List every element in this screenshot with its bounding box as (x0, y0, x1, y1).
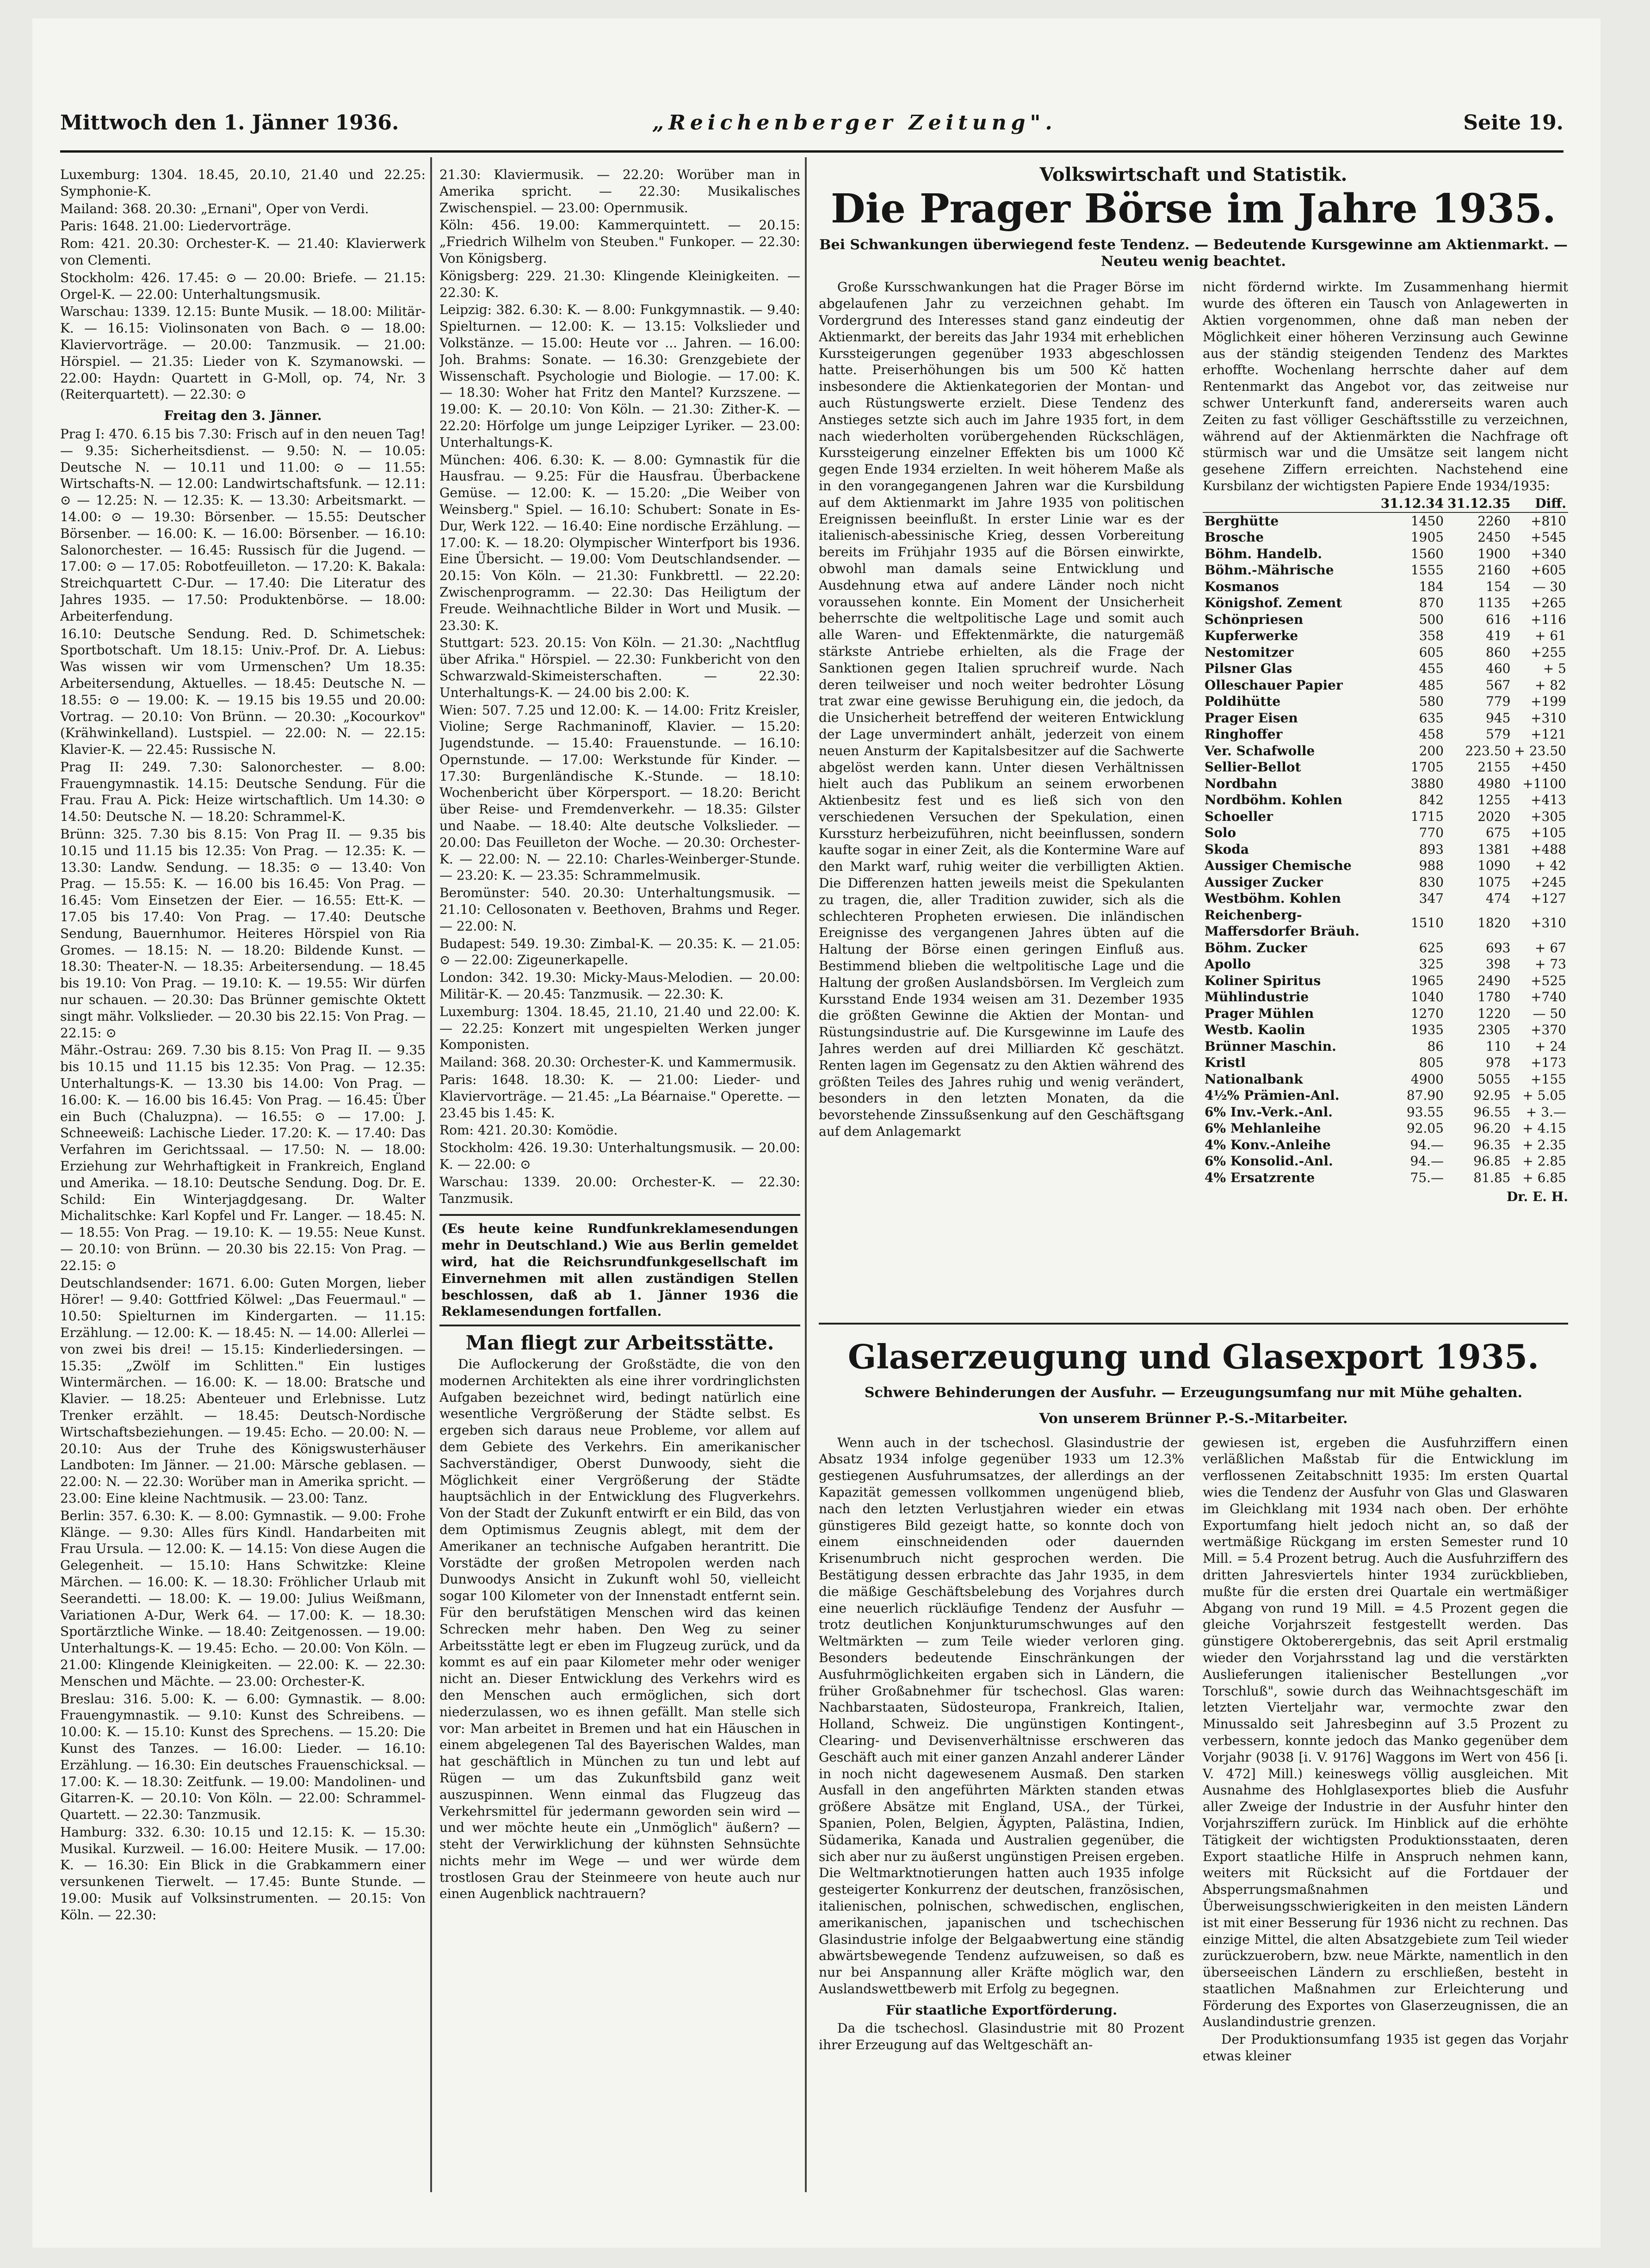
kurs-cell-value: 2160 (1477, 562, 1511, 578)
kurs-cell-value: 1820 (1477, 915, 1511, 931)
kurs-cell-name: Apollo (1205, 956, 1251, 972)
kurs-cell-value: +255 (1531, 644, 1566, 660)
radio-entry: 16.10: Deutsche Sendung. Red. D. Schimetschek: Sportbotschaft. Um 18.15: Univ.-Prof. Dr. A. Liebus: Was wissen wir vom Urmenschen? Um 18.35: Arbeitersendung, Aktuelles. — 18.45: Deutsche N. — 18.55: ⊙ — 19.00: K. — 19.15 bis 19.55 und 20.00: Vortrag. — 20.10: Von Brünn. — 20.30: „Kocourkov" (Krähwinkelland). Lustspiel. — 22.00: N. — 22.15: Klavier-K. — 22.45: Russische N. (60, 626, 426, 758)
boerse-left-column (819, 279, 1184, 1140)
kurs-cell-value: 325 (1419, 956, 1444, 972)
kurs-cell-name: Skoda (1205, 841, 1249, 857)
kurs-cell-value: + 42 (1535, 858, 1566, 874)
kurs-cell-name: Ver. Schafwolle (1205, 743, 1315, 758)
boerse-section (819, 166, 1568, 1313)
kurs-cell-name: Böhm.-Mährische (1205, 562, 1334, 578)
kurs-cell-value: +1100 (1522, 776, 1566, 791)
kurs-cell-value: + 4.15 (1522, 1121, 1566, 1136)
kurs-cell-value: +155 (1531, 1071, 1566, 1087)
kurs-cell-value: +370 (1531, 1022, 1566, 1038)
kurs-cell-value: + 2.35 (1522, 1137, 1566, 1152)
kurs-cell-value: 860 (1486, 644, 1511, 660)
radio-entry: Stockholm: 426. 17.45: ⊙ — 20.00: Briefe. — 21.15: Orgel-K. — 22.00: Unterhaltungsmusik. (60, 270, 426, 302)
kurs-cell-value: 460 (1486, 661, 1511, 677)
kurs-cell-value: + 61 (1535, 628, 1566, 644)
kurs-cell-value: 485 (1419, 677, 1444, 693)
kurs-cell-value: 2260 (1477, 513, 1511, 529)
radio-entry: Wien: 507. 7.25 und 12.00: K. — 14.00: Fritz Kreisler, Violine; Serge Rachmaninoff, Klavier. — 15.20: Jugendstunde. — 15.40: Frauenstunde. — 16.10: Opernstunde. — 17.00: Werkstunde für Kinder. — 17.30: Burgenländische K.-Stunde. — 18.10: Wochenbericht über Körpersport. — 18.20: Bericht über Reise- und Fremdenverkehr. — 18.35: Gilster und Naabe. — 18.40: Alte deutsche Volkslieder. — 20.00: Das Feuilleton der Woche. — 20.30: Orchester-K. — 22.00: N. — 22.10: Charles-Weinberger-Stunde. — 23.20: K. — 23.35: Schrammelmusik. (439, 702, 800, 883)
kurs-table-row (1203, 1005, 1568, 1022)
kurs-cell-value: 5055 (1477, 1071, 1511, 1087)
kurs-table-row (1203, 1087, 1568, 1104)
radio-entry: Leipzig: 382. 6.30: K. — 8.00: Funkgymnastik. — 9.40: Spielturnen. — 12.00: K. — 13.15: Volkslieder und Volkstänze. — 15.00: Heute vor ... Jahren. — 16.00: Joh. Brahms: Sonate. — 16.30: Grenzgebiete der Wissenschaft. Psychologie und Biologie. — 17.00: K. — 18.30: Woher hat Fritz den Mantel? Kurzszene. — 19.00: K. — 20.10: Von Köln. — 21.30: Zither-K. — 22.20: Hörfolge um junge Leipziger Lyriker. — 23.00: Unterhaltungs-K. (439, 302, 800, 450)
kurs-cell-name: Schönpriesen (1205, 611, 1304, 627)
kurs-table-header (1203, 495, 1568, 512)
kurs-cell-value: 625 (1419, 940, 1444, 955)
header-page-number: Seite 19. (1463, 111, 1563, 135)
radio-entry: Prag I: 470. 6.15 bis 7.30: Frisch auf in den neuen Tag! — 9.35: Sicherheitsdienst. — 9.50: N. — 10.05: Deutsche N. — 10.11 und 11.00: ⊙ — 11.55: Wirtschafts-N. — 12.00: Landwirtschaftsfunk. — 12.11: ⊙ — 12.25: N. — 12.35: K. — 13.30: Arbeitsmarkt. — 14.00: ⊙ — 19.30: Börsenber. — 15.55: Deutscher Börsenber. — 16.00: K. — 16.00: Börsenber. — 16.10: Salonorchester. — 16.45: Russisch für die Jugend. — 17.00: ⊙ — 17.05: Robotfeuilleton. — 17.20: K. Bakala: Streichquartett C-Dur. — 17.40: Die Literatur des Jahres 1935. — 17.50: Produktenbörse. — 18.00: Arbeiterfendung. (60, 426, 426, 624)
radio-entry: Luxemburg: 1304. 18.45, 21.10, 21.40 und 22.00: K. — 22.25: Konzert mit ungespielten Werken junger Komponisten. (439, 1004, 800, 1053)
kurs-cell-value: +810 (1531, 513, 1566, 529)
kurs-cell-value: + 82 (1535, 677, 1566, 693)
kurs-cell-value: +545 (1531, 530, 1566, 545)
kurs-table-row (1203, 693, 1568, 710)
kurs-cell-name: Königshof. Zement (1205, 595, 1342, 611)
kurs-table-row (1203, 611, 1568, 628)
kurs-table-row (1203, 874, 1568, 891)
kurs-table-row (1203, 890, 1568, 907)
column-divider (430, 157, 432, 2192)
kurs-cell-name: Kosmanos (1205, 579, 1279, 594)
kurs-cell-value: + 24 (1535, 1038, 1566, 1054)
section-rule (819, 1323, 1568, 1325)
article-title: Man fliegt zur Arbeitsstätte. (465, 1331, 774, 1355)
kurs-cell-name: Prager Mühlen (1205, 1005, 1314, 1021)
kurs-cell-value: +127 (1531, 891, 1566, 906)
kurs-cell-name: 4% Ersatzrente (1205, 1170, 1315, 1185)
glas-headline: Glaserzeugung und Glasexport 1935. (847, 1337, 1539, 1376)
radio-entry: Rom: 421. 20.30: Orchester-K. — 21.40: Klavierwerk von Clementi. (60, 236, 426, 268)
boerse-headline: Die Prager Börse im Jahre 1935. (831, 185, 1556, 232)
kurs-cell-value: 398 (1486, 956, 1511, 972)
kurs-table-row (1203, 529, 1568, 546)
kurs-cell-value: 1075 (1477, 874, 1511, 890)
kurs-cell-value: 567 (1486, 677, 1511, 693)
kurs-cell-name: Aussiger Chemische (1205, 858, 1352, 874)
kurs-cell-value: 92.05 (1406, 1121, 1444, 1136)
kurs-cell-value: +305 (1531, 808, 1566, 824)
kurs-cell-name: Böhm. Handelb. (1205, 546, 1322, 561)
kurs-cell-value: 94.— (1410, 1153, 1444, 1169)
kurs-cell-value: 870 (1419, 595, 1444, 611)
kurs-table-row (1203, 660, 1568, 677)
kurs-cell-value: 1090 (1477, 858, 1511, 874)
radio-entry: Rom: 421. 20.30: Komödie. (439, 1122, 618, 1138)
kurs-table-row (1203, 956, 1568, 973)
kurs-cell-value: 1715 (1410, 808, 1444, 824)
kurs-cell-value: 616 (1486, 611, 1511, 627)
kurs-cell-value: +245 (1531, 874, 1566, 890)
kurs-cell-value: 2305 (1477, 1022, 1511, 1038)
kurs-table-row (1203, 710, 1568, 727)
kurs-table-row (1203, 743, 1568, 759)
kurs-cell-value: 693 (1486, 940, 1511, 955)
boerse-deck: Bei Schwankungen überwiegend feste Tendenz. — Bedeutende Kursgewinne am Aktienmarkt. — Neuteu wenig beachtet. (819, 236, 1568, 270)
kurs-cell-value: 830 (1419, 874, 1444, 890)
kurs-cell-value: 419 (1486, 628, 1511, 644)
kurs-cell-name: 4% Konv.-Anleihe (1205, 1137, 1331, 1152)
radio-entry: Stockholm: 426. 19.30: Unterhaltungsmusik. — 20.00: K. — 22.00: ⊙ (439, 1140, 800, 1172)
kurs-cell-value: 1135 (1477, 595, 1511, 611)
kurs-cell-value: + 5 (1543, 661, 1566, 677)
section-heading: Volkswirtschaft und Statistik. (1039, 166, 1347, 185)
kurs-cell-value: +105 (1531, 825, 1566, 841)
kurs-cell-value: 154 (1486, 579, 1511, 594)
kurs-cell-value: 1705 (1410, 759, 1444, 775)
radio-entry: Budapest: 549. 19.30: Zimbal-K. — 20.35: K. — 21.05: ⊙ — 22.00: Zigeunerkapelle. (439, 936, 800, 968)
radio-entry: Paris: 1648. 18.30: K. — 21.00: Lieder- und Klaviervorträge. — 21.45: „La Béarnaise." Operette. — 23.45 bis 1.45: K. (439, 1072, 800, 1121)
kurs-table-row (1203, 841, 1568, 858)
kurs-table-row (1203, 907, 1568, 940)
kurs-cell-value: + 3.— (1526, 1104, 1566, 1120)
kurs-cell-value: 200 (1419, 743, 1444, 758)
radio-column-1 (60, 166, 426, 2211)
kurs-cell-name: Schoeller (1205, 808, 1273, 824)
kurs-cell-name: Pilsner Glas (1205, 661, 1292, 677)
glas-body-continued: gewiesen ist, ergeben die Ausfuhrziffern einen verläßlichen Maßstab für die Entwicklung im verflossenen Zeitabschnitt 1935: Im ersten Quartal wies die Tendenz der Ausfuhr von Glas und Glaswaren im Gleichklang mit 1934 nach oben. Der erhöhte Exportumfang hielt jedoch nicht an, so daß der wertmäßige Rückgang im ersten Semester rund 10 Mill. = 5.4 Prozent betrug. Auch die Ausfuhrziffern des dritten Jahresviertels hinter 1934 zurückblieben, mußte für die ersten drei Quartale ein wertmäßiger Abgang von rund 19 Mill. = 4.5 Prozent gegen die gleiche Vorjahrszeit festgestellt werden. Das günstigere Oktoberergebnis, das seit April erstmalig wieder den Vorjahrsstand lag und die verstärkten Auslieferungen italienischer Bestellungen „vor Torschluß", sowie durch das Weihnachtsgeschäft im letzten Vierteljahr war, vermochte zwar den Minussaldo seit Jahresbeginn auf 3.5 Prozent zu verbessern, konnte jedoch das Manko gegenüber dem Vorjahr (9038 [i. V. 9176] Waggons im Wert von 456 [i. V. 472] Mill.) keineswegs völlig ausgleichen. Mit Ausnahme des Hohlglasexportes blieb die Ausfuhr aller Zweige der Industrie in der Ausfuhr hinter den Vorjahrsziffern zurück. Im Hinblick auf die erhöhte Tätigkeit der wichtigsten Produktionsstaaten, deren Export staatliche Hilfe in Anspruch nehmen kann, weiters mit Rücksicht auf die Fortdauer der Absperrungsmaßnahmen und Überweisungsschwierigkeiten in den meisten Ländern ist mit einer Besserung für 1936 nicht zu rechnen. Das einzige Mittel, die alten Absatzgebiete zum Teil wieder zurückzuerobern, bzw. neue Märkte, namentlich in den überseeischen Ländern zu erschließen, besteht in staatlichen Maßnahmen zur Erleichterung und Förderung des Exportes von Glaserzeugnissen, die an Auslandindustrie grenzen. (1203, 1435, 1568, 2030)
kurs-cell-value: 635 (1419, 710, 1444, 726)
kurs-cell-value: +173 (1531, 1055, 1566, 1071)
kurs-table-row (1203, 1120, 1568, 1137)
kurs-cell-value: 96.35 (1473, 1137, 1511, 1152)
kurs-cell-value: 458 (1419, 727, 1444, 742)
radio-entry: Prag II: 249. 7.30: Salonorchester. — 8.00: Frauengymnastik. 14.15: Deutsche Sendung. Für die Frau. Frau A. Pick: Heize wirtschaftlich. Um 14.30: ⊙ 14.50: Deutsche N. — 18.20: Schrammel-K. (60, 759, 426, 825)
boerse-signature: Dr. E. H. (1507, 1189, 1568, 1205)
column-divider (805, 157, 807, 2192)
header-paper-title: „Reichenberger Zeitung". (652, 111, 1057, 135)
kurs-table-row (1203, 1038, 1568, 1055)
kurs-cell-value: + 23.50 (1514, 743, 1566, 758)
kurs-cell-value: 4900 (1410, 1071, 1444, 1087)
kurs-cell-value: 1905 (1410, 530, 1444, 545)
kurs-cell-name: Nordböhm. Kohlen (1205, 792, 1342, 808)
kurs-table-row (1203, 677, 1568, 694)
kurs-cell-name: Ringhoffer (1205, 727, 1283, 742)
kurs-cell-value: +116 (1531, 611, 1566, 627)
kurs-cell-value: 96.55 (1473, 1104, 1511, 1120)
radio-entry: 21.30: Klaviermusik. — 22.20: Worüber man in Amerika spricht. — 22.30: Musikalisches Zwischenspiel. — 23.00: Opernmusik. (439, 167, 800, 216)
kurs-cell-value: 893 (1419, 841, 1444, 857)
kurs-cell-value: 86 (1427, 1038, 1444, 1054)
kurs-cell-value: 4980 (1477, 776, 1511, 791)
kurs-cell-name: Sellier-Bellot (1205, 759, 1301, 775)
glas-deck: Schwere Behinderungen der Ausfuhr. — Erzeugungsumfang nur mit Mühe gehalten. (864, 1385, 1523, 1401)
kurs-table-row (1203, 546, 1568, 562)
radio-entry: Luxemburg: 1304. 18.45, 20.10, 21.40 und 22.25: Symphonie-K. (60, 167, 426, 199)
kurs-cell-value: +488 (1531, 841, 1566, 857)
kurs-cell-name: Koliner Spiritus (1205, 973, 1321, 988)
kurs-cell-value: 1220 (1477, 1005, 1511, 1021)
kurs-cell-value: 988 (1419, 858, 1444, 874)
kurs-cell-value: 1450 (1410, 513, 1444, 529)
radio-entry: Warschau: 1339. 12.15: Bunte Musik. — 18.00: Militär-K. — 16.15: Violinsonaten von Bach. ⊙ — 18.00: Klaviervorträge. — 20.00: Tanzmusik. — 21.00: Hörspiel. — 21.35: Lieder von K. Szymanowski. — 22.00: Haydn: Quartett in G-Moll, op. 74, Nr. 3 (Reiterquartett). — 22.30: ⊙ (60, 304, 426, 402)
kurs-table-row (1203, 1054, 1568, 1071)
kurs-cell-value: 1560 (1410, 546, 1444, 561)
kurs-cell-name: Kristl (1205, 1055, 1246, 1071)
kurs-cell-value: +265 (1531, 595, 1566, 611)
kurs-table-row (1203, 512, 1568, 530)
kurs-cell-value: 184 (1419, 579, 1444, 594)
kurs-cell-value: 455 (1419, 661, 1444, 677)
newspaper-page (32, 18, 1601, 2248)
kurs-col-header (1203, 495, 1379, 512)
kurs-cell-value: 223.50 (1465, 743, 1511, 758)
kurs-cell-name: Brünner Maschin. (1205, 1038, 1336, 1054)
kurs-cell-value: 75.— (1410, 1170, 1444, 1185)
radio-entry: München: 406. 6.30: K. — 8.00: Gymnastik für die Hausfrau. — 9.25: Für die Hausfrau. Überbackene Gemüse. — 12.00: K. — 15.20: „Die Weiber von Weinsberg." Spiel. — 16.10: Schubert: Sonate in Es-Dur, Werk 122. — 16.40: Eine nordische Erzählung. — 17.00: K. — 18.20: Olympischer Winterfport bis 1936. Eine Übersicht. — 19.00: Vom Deutschlandsender. — 20.15: Von Köln. — 21.30: Funkbrettl. — 22.20: Zwischenprogramm. — 22.30: Das Heiligtum der Freude. Weihnachtliche Bilder in Wort und Musik. — 23.30: K. (439, 452, 800, 633)
header-date: Mittwoch den 1. Jänner 1936. (60, 111, 399, 135)
boerse-body-continued: nicht fördernd wirkte. Im Zusammenhang hiermit wurde des öfteren ein Tausch von Anlagewerten in Aktien vorgenommen, ohne daß man neben der Möglichkeit einer höheren Verzinsung auch Gewinne aus der ständig steigenden Tendenz des Marktes erhoffte. Wochenlang herrschte daher auf dem Rentenmarkt das Angebot vor, das zeitweise nur schwer Unterkunft fand, andererseits waren auch Zeiten zu fast völliger Geschäftsstille zu verzeichnen, während auf der Aktienmärkten die Nachfrage oft stürmisch war und die Umsätze seit langem nicht gesehene Ziffern erreichten. Nachstehend eine Kursbilanz der wichtigsten Papiere Ende 1934/1935: (1203, 279, 1568, 493)
kurs-cell-name: Westböhm. Kohlen (1205, 891, 1341, 906)
kurs-table-row (1203, 595, 1568, 611)
kurs-cell-name: Prager Eisen (1205, 710, 1298, 726)
kurs-cell-name: Mühlindustrie (1205, 989, 1309, 1005)
glas-subheading: Für staatliche Exportförderung. (885, 2002, 1118, 2018)
kurs-cell-value: 978 (1486, 1055, 1511, 1071)
kurs-cell-value: — 30 (1533, 579, 1566, 594)
kurs-cell-name: Böhm. Zucker (1205, 940, 1307, 955)
kurs-cell-value: 1935 (1410, 1022, 1444, 1038)
radio-entry: Königsberg: 229. 21.30: Klingende Kleinigkeiten. — 22.30: K. (439, 268, 800, 300)
kurs-cell-value: 2020 (1477, 808, 1511, 824)
kurs-table-row (1203, 1153, 1568, 1170)
kurs-cell-name: Westb. Kaolin (1205, 1022, 1305, 1038)
kurs-cell-value: 96.20 (1473, 1121, 1511, 1136)
radio-entry: Mailand: 368. 20.30: „Ernani", Oper von Verdi. (60, 201, 369, 216)
kurs-cell-value: 579 (1486, 727, 1511, 742)
kurs-cell-value: +450 (1531, 759, 1566, 775)
kurs-cell-value: 110 (1486, 1038, 1511, 1054)
kurs-table-row (1203, 940, 1568, 956)
glas-body: Wenn auch in der tschechosl. Glasindustrie der Absatz 1934 infolge gegenüber 1933 um 12.3% gestiegenen Ausfuhrumsatzes, der allerdings an der Kapazität gemessen vollkommen ungenügend blieb, nach den letzten Verlustjahren wieder ein etwas günstigeres Bild gezeigt hatte, so konnte doch von einem einschneidenden oder dauernden Krisenumbruch nicht gesprochen werden. Die Bestätigung dessen erbrachte das Jahr 1935, in dem die mäßige Geschäftsbelebung des Vorjahres durch eine neuerlich rückläufige Tendenz der Ausfuhr — trotz deutlichen Konjunkturumschwunges auf den Weltmärkten — zum Teile wieder verloren ging. Besonders bedeutende Einschränkungen der Ausfuhrmöglichkeiten ergaben sich in Ländern, die früher Großabnehmer für tschechosl. Glas waren: Nachbarstaaten, Südosteuropa, Frankreich, Italien, Holland, Schweiz. Die ungünstigen Kontingent-, Clearing- und Devisenverhältnisse erschweren das Geschäft auch mit einer ganzen Anzahl anderer Länder in noch nicht dagewesenem Ausmaß. Den starken Ausfall in den angeführten Märkten standen etwas größere Absätze mit England, USA., der Türkei, Spanien, Polen, Belgien, Ägypten, Palästina, Indien, Südamerika, Kanada und Australien gegenüber, die sich aber nur zu äußerst ungünstigen Preisen ergeben. Die Weltmarktnotierungen hatten auch 1935 infolge gesteigerter Konkurrenz der deutschen, französischen, italienischen, polnischen, schwedischen, englischen, amerikanischen, japanischen und tschechischen Glasindustrie infolge der Belgaabwertung eine ständig abwärtsbewegende Tendenz aufzuweisen, so daß es nur bei Anspannung aller Kräfte möglich war, den Auslandswettbewerb mit Erfolg zu begegnen. (819, 1435, 1184, 1997)
kurs-cell-value: + 6.85 (1522, 1170, 1566, 1185)
kurs-cell-value: +310 (1531, 710, 1566, 726)
kurs-cell-value: 1780 (1477, 989, 1511, 1005)
radio-entry: Deutschlandsender: 1671. 6.00: Guten Morgen, lieber Hörer! — 9.40: Gottfried Kölwel: „Das Feuermaul." — 10.50: Spielturnen im Kindergarten. — 11.15: Erzählung. — 12.00: K. — 18.45: N. — 14.00: Allerlei — von zwei bis drei! — 15.15: Kinderliedersingen. — 15.35: „Zwölf im Schlitten." Ein lustiges Wintermärchen. — 16.00: K. — 18.00: Bratsche und Klavier. — 18.25: Abenteuer und Erlebnisse. Lutz Trenker erzählt. — 18.45: Deutsch-Nordische Wirtschaftsbeziehungen. — 19.45: Echo. — 20.00: N. — 20.10: Aus der Truhe des Königswusterhäuser Landboten: Im Jänner. — 21.00: Märsche geblasen. — 22.00: N. — 22.30: Worüber man in Amerika spricht. — 23.00: Eine kleine Nachtmusik. — 23.00: Tanz. (60, 1275, 426, 1506)
kurs-cell-value: 358 (1419, 628, 1444, 644)
kurs-table-row (1203, 1170, 1568, 1186)
kurs-cell-value: 580 (1419, 694, 1444, 709)
radio-entry: Mähr.-Ostrau: 269. 7.30 bis 8.15: Von Prag II. — 9.35 bis 10.15 und 11.15 bis 12.35: Von Prag. — 12.35: Unterhaltungs-K. — 13.30 bis 14.00: Von Prag. — 16.00: K. — 16.00 bis 16.45: Von Prag. — 16.45: Über ein Buch (Chaluzpna). — 16.55: ⊙ — 17.00: J. Schneeweiß: Lachische Lieder. 17.20: K. — 17.40: Das Verfahren im Gerichtssaal. — 17.50: N. — 18.00: Erziehung zur Wehrhaftigkeit in Frankreich, England und Amerika. — 18.10: Deutsche Sendung. Dog. Dr. E. Schild: Ein Winterjagdgesang. Dr. Walter Michalitschke: Karl Kopfel und Fr. Langer. — 18.45: N. — 18.55: Von Prag. — 19.10: K. — 19.55: Neue Kunst. — 20.10: von Brünn. — 20.30 bis 22.15: Von Prag. — 22.15: ⊙ (60, 1042, 426, 1273)
kurs-cell-value: 94.— (1410, 1137, 1444, 1152)
glas-body-end: Da die tschechosl. Glasindustrie mit 80 Prozent ihrer Erzeugung auf das Weltgeschäft an- (819, 2021, 1184, 2053)
kurs-cell-name: Olleschauer Papier (1205, 677, 1343, 693)
kurs-cell-value: 93.55 (1406, 1104, 1444, 1120)
kurs-col-header: 31.12.35 (1446, 495, 1512, 512)
kurs-cell-name: Poldihütte (1205, 694, 1281, 709)
kurs-table-row (1203, 759, 1568, 776)
kurs-cell-value: +740 (1531, 989, 1566, 1005)
kurs-cell-value: — 50 (1533, 1005, 1566, 1021)
kurs-table-row (1203, 857, 1568, 874)
kurs-cell-value: 1040 (1410, 989, 1444, 1005)
kurs-cell-name: 4½% Prämien-Anl. (1205, 1088, 1340, 1103)
kurs-cell-value: 1270 (1410, 1005, 1444, 1021)
glas-byline: Von unserem Brünner P.-S.-Mitarbeiter. (1039, 1410, 1348, 1427)
kurs-cell-value: 1965 (1410, 973, 1444, 988)
radio-entry: London: 342. 19.30: Micky-Maus-Melodien. — 20.00: Militär-K. — 20.45: Tanzmusik. — 22.30: K. (439, 970, 800, 1002)
radio-entry: Warschau: 1339. 20.00: Orchester-K. — 22.30: Tanzmusik. (439, 1174, 800, 1206)
radio-column-2 (439, 166, 800, 2211)
kurs-cell-value: 81.85 (1473, 1170, 1511, 1185)
kurs-table-row (1203, 726, 1568, 743)
kurs-cell-name: Brosche (1205, 530, 1264, 545)
kurs-cell-name: Kupferwerke (1205, 628, 1298, 644)
kurs-col-header: 31.12.34 (1379, 495, 1446, 512)
header-rule (60, 150, 1563, 153)
kurs-cell-value: + 67 (1535, 940, 1566, 955)
kurs-cell-value: 96.85 (1473, 1153, 1511, 1169)
kurs-cell-value: 92.95 (1473, 1088, 1511, 1103)
kurs-cell-name: Nestomitzer (1205, 644, 1294, 660)
boerse-right-column (1203, 279, 1568, 1205)
kurs-cell-value: 1381 (1477, 841, 1511, 857)
glas-body-last: Der Produktionsumfang 1935 ist gegen das Vorjahr etwas kleiner (1203, 2032, 1568, 2064)
glas-right-column (1203, 1435, 1568, 2065)
kurs-cell-value: 2450 (1477, 530, 1511, 545)
kurs-cell-name: 6% Konsolid.-Anl. (1205, 1153, 1333, 1169)
kurs-cell-name: Nordbahn (1205, 776, 1278, 791)
kurs-cell-name: Berghütte (1205, 513, 1279, 529)
kurs-cell-value: 474 (1486, 891, 1511, 906)
kurs-cell-value: 1255 (1477, 792, 1511, 808)
radio-entry: Beromünster: 540. 20.30: Unterhaltungsmusik. — 21.10: Cellosonaten v. Beethoven, Brahms und Reger. — 22.00: N. (439, 885, 800, 934)
kurs-cell-name: Nationalbank (1205, 1071, 1303, 1087)
kurs-cell-value: +199 (1531, 694, 1566, 709)
kurs-cell-value: 87.90 (1406, 1088, 1444, 1103)
kurs-cell-value: +310 (1531, 915, 1566, 931)
kurs-table-row (1203, 1022, 1568, 1038)
notice-box: (Es heute keine Rundfunkreklamesendungen mehr in Deutschland.) Wie aus Berlin gemeldet wird, hat die Reichsrundfunkgesellschaft im Einvernehmen mit allen zuständigen Stellen beschlossen, daß ab 1. Jänner 1936 die Reklamesendungen fortfallen. (439, 1214, 800, 1326)
radio-entry: Mailand: 368. 20.30: Orchester-K. und Kammermusik. (439, 1054, 797, 1070)
kurs-cell-value: 945 (1486, 710, 1511, 726)
kurs-cell-name: Reichenberg-Maffersdorfer Bräuh. (1205, 907, 1360, 939)
radio-entry: Breslau: 316. 5.00: K. — 6.00: Gymnastik. — 8.00: Frauengymnastik. — 9.10: Kunst des Schreibens. — 10.00: K. — 15.10: Kunst des Sprechens. — 15.20: Die Kunst des Tanzes. — 16.00: Lieder. — 16.10: Erzählung. — 16.30: Ein deutsches Frauenschicksal. — 17.00: K. — 18.30: Zeitfunk. — 19.00: Mandolinen- und Gitarren-K. — 20.10: Von Köln. — 22.00: Schrammel-Quartett. — 22.30: Tanzmusik. (60, 1691, 426, 1823)
kurs-cell-value: 675 (1486, 825, 1511, 841)
kurs-table-row (1203, 628, 1568, 644)
kurs-table-row (1203, 644, 1568, 661)
kurs-table-row (1203, 825, 1568, 841)
kurs-table-row (1203, 562, 1568, 579)
radio-entry: Paris: 1648. 21.00: Liedervorträge. (60, 218, 291, 234)
radio-entry: Brünn: 325. 7.30 bis 8.15: Von Prag II. — 9.35 bis 10.15 und 11.15 bis 12.35: Von Prag. — 12.35: K. — 13.30: Landw. Sendung. — 18.35: ⊙ — 13.40: Von Prag. — 15.55: K. — 16.00 bis 16.45: Von Prag. — 16.45: Vom Einsetzen der Eier. — 16.55: Ett-K. — 17.05 bis 17.40: Von Prag. — 17.40: Deutsche Sendung, Bauernhumor. Heiteres Hörspiel von Ria Gromes. — 18.15: N. — 18.20: Bildende Kunst. — 18.30: Theater-N. — 18.35: Arbeitersendung. — 18.45 bis 19.10: Von Prag. — 19.10: K. — 19.55: Wir dürfen nur schauen. — 20.30: Das Brünner gemischte Oktett singt mähr. Volkslieder. — 20.30 bis 22.15: Von Prag. — 22.15: ⊙ (60, 826, 426, 1041)
kurs-cell-name: 6% Mehlanleihe (1205, 1121, 1321, 1136)
kurs-cell-value: +413 (1531, 792, 1566, 808)
kurs-cell-value: 1555 (1410, 562, 1444, 578)
kurs-cell-value: +525 (1531, 973, 1566, 988)
kurs-cell-name: Aussiger Zucker (1205, 874, 1323, 890)
kurs-table-row (1203, 973, 1568, 989)
boerse-body: Große Kursschwankungen hat die Prager Börse im abgelaufenen Jahr zu verzeichnen gehabt. Im Vordergrund des Interesses stand ganz eindeutig der Aktienmarkt, der bereits das Jahr 1934 mit erheblichen Kurssteigerungen gegenüber 1933 abgeschlossen hatte. Preiserhöhungen bis um 500 Kč hatten insbesondere die Aktienkategorien der Montan- und auch Rüstungswerte erzielt. Diese Tendenz des Anstieges setzte sich auch im Jahre 1935 fort, in dem nach wiederholten vorübergehenden Rückschlägen, Kurssteigerung einzelner Effekten bis um 1000 Kč gegen Ende 1934 erzielten. In weit höherem Maße als in den vorangegangenen Jahren war die Kursbildung auf dem Aktienmarkt im Jahre 1935 von politischen Ereignissen beeinflußt. In erster Linie war es der italienisch-abessinische Krieg, dessen Vorbereitung bereits im Frühjahr 1935 auf die Börsen einwirkte, obwohl man damals seine Entwicklung und Ausdehnung etwa auf andere Länder noch nicht voraussehen konnte. Ein Moment der Unsicherheit beherrschte die weltpolitische Lage und somit auch alle Waren- und Effektenmärkte, die naturgemäß stärkste Antriebe erhielten, als die Frage der Sanktionen gegen Italien spruchreif wurde. Nach deren teilweiser und noch weiter bedrohter Lösung trat zwar eine gewisse Beruhigung ein, die jedoch, da die Unsicherheit betreffend der weiteren Entwicklung der Lage unvermindert anhält, jederzeit von einem neuen Ansturm der Kapitalsbesitzer auf die Sachwerte abgelöst werden kann. Unter diesen Verhältnissen hielt auch das Publikum an seinem erworbenen Aktienbesitz fest und es ließ sich von den verschiedenen Versuchen der Spekulation, einen Kurssturz herbeizuführen, nicht beeinflussen, sondern kaufte sogar in einer Zeit, als die Kontermine Ware auf den Markt warf, ruhig weiter die verbilligten Aktien. Die Differenzen hatten jeweils meist die Spekulanten zu tragen, die, aller Tradition zuwider, sich als die schlechteren Propheten erwiesen. Die inländischen Ereignisse des vergangenen Jahres übten auf die Haltung der Börse einen geringen Einfluß aus. Bestimmend blieben die weltpolitische Lage und die Haltung der großen Auslandsbörsen. Im Vergleich zum Kursstand Ende 1934 weisen am 31. Dezember 1935 die größten Gewinne die Aktien der Montan- und Rüstungsindustrie auf. Die Kursgewinne im Laufe des Jahres werden auf drei Milliarden Kč geschätzt. Renten lagen im Gegensatz zu den Aktien während des größten Teiles des Jahres ruhig und wenig verändert, besonders in den letzten Monaten, da die bevorstehende Zinssußsenkung auf den Geschäftsgang auf dem Anlagemarkt (819, 279, 1185, 1140)
page-header (60, 111, 1563, 143)
kurs-table-row (1203, 579, 1568, 595)
article-body: Die Auflockerung der Großstädte, die von den modernen Architekten als eine ihrer vordringlichsten Aufgaben bezeichnet wird, bedingt natürlich eine wesentliche Vergrößerung der Städte selbst. Es ergeben sich daraus neue Probleme, vor allem auf dem Gebiete des Verkehrs. Ein amerikanischer Sachverständiger, Oberst Dunwoody, sieht die Möglichkeit einer Vergrößerung der Städte hauptsächlich in der Entwicklung des Flugverkehrs. Von der Stadt der Zukunft entwirft er ein Bild, das von dem Optimismus Zeugnis ablegt, mit dem der Amerikaner an technische Aufgaben herantritt. Die Vorstädte der großen Metropolen werden nach Dunwoodys Ansicht in Zukunft wohl 50, vielleicht sogar 100 Kilometer von der Innenstadt entfernt sein. Für den berufstätigen Menschen wird das keinen Schrecken mehr haben. Den Weg zu seiner Arbeitsstätte legt er eben im Flugzeug zurück, und da kommt es auf ein paar Kilometer mehr oder weniger nicht an. Dieser Entwicklung des Verkehrs wird es den Menschen auch ermöglichen, sich dort niederzulassen, wo es ihnen gefällt. Man stelle sich vor: Man arbeitet in Bremen und hat ein Häuschen in einem abgelegenen Tal des Bayerischen Waldes, man hat geschäftlich in München zu tun und lebt auf Rügen — um das Zukunftsbild ganz weit auszuspinnen. Wenn einmal das Flugzeug das Verkehrsmittel für jedermann geworden sein wird — und wer möchte heute ein „Unmöglich" äußern? — steht der Verwirklichung der kühnsten Sehnsüchte nichts mehr im Wege — und wer würde dem trostlosen Grau der Steinmeere von heute auch nur einen Augenblick nachtrauern? (439, 1356, 800, 1902)
day-heading: Freitag den 3. Jänner. (164, 408, 322, 424)
kurs-cell-name: Solo (1205, 825, 1236, 841)
kurs-col-header: Diff. (1512, 495, 1568, 512)
kurs-cell-name: 6% Inv.-Verk.-Anl. (1205, 1104, 1333, 1120)
kurs-cell-value: 1900 (1477, 546, 1511, 561)
kurs-cell-value: 805 (1419, 1055, 1444, 1071)
radio-entry: Stuttgart: 523. 20.15: Von Köln. — 21.30: „Nachtflug über Afrika." Hörspiel. — 22.30: Funkbericht von den Schwarzwald-Skimeisterschaften. — 22.30: Unterhaltungs-K. — 24.00 bis 2.00: K. (439, 635, 800, 700)
kurs-cell-value: 2155 (1477, 759, 1511, 775)
kurs-table-row (1203, 1071, 1568, 1088)
kurs-cell-value: + 73 (1535, 956, 1566, 972)
kurs-cell-value: 842 (1419, 792, 1444, 808)
kurs-cell-value: +121 (1531, 727, 1566, 742)
radio-entry: Köln: 456. 19.00: Kammerquintett. — 20.15: „Friedrich Wilhelm von Steuben." Funkoper. — 22.30: Von Königsberg. (439, 217, 800, 266)
radio-entry: Berlin: 357. 6.30: K. — 8.00: Gymnastik. — 9.00: Frohe Klänge. — 9.30: Alles fürs Kindl. Handarbeiten mit Frau Ursula. — 12.00: K. — 14.15: Von diese Augen die Gelegenheit. — 15.10: Hans Schwitzke: Kleine Märchen. — 16.00: K. — 18.30: Fröhlicher Urlaub mit Seerandetti. — 18.00: K. — 19.00: Julius Weißmann, Variationen A-Dur, Werk 64. — 17.00: K. — 18.30: Sportärztliche Winke. — 18.40: Zeitgenossen. — 19.00: Unterhaltungs-K. — 19.45: Echo. — 20.00: Von Köln. — 21.00: Klingende Kleinigkeiten. — 22.00: K. — 22.30: Menschen und Mächte. — 23.00: Orchester-K. (60, 1508, 426, 1689)
glas-section (819, 1313, 1568, 2211)
kurs-cell-value: 605 (1419, 644, 1444, 660)
kurs-cell-value: +605 (1531, 562, 1566, 578)
kurs-cell-value: + 5.05 (1522, 1088, 1566, 1103)
radio-entry: Hamburg: 332. 6.30: 10.15 und 12.15: K. — 15.30: Musikal. Kurzweil. — 16.00: Heitere Musik. — 17.00: K. — 16.30: Ein Blick in die Grabkammern einer versunkenen Tierwelt. — 17.45: Bunte Stunde. — 19.00: Musik auf Volksinstrumenten. — 20.15: Von Köln. — 22.30: (60, 1824, 426, 1923)
kurs-table-row (1203, 1104, 1568, 1121)
kurs-table-row (1203, 792, 1568, 808)
kurs-cell-value: 500 (1419, 611, 1444, 627)
glas-left-column (819, 1435, 1184, 2054)
kurs-table (1203, 495, 1568, 1186)
kurs-table-row (1203, 989, 1568, 1005)
kurs-cell-value: 1510 (1410, 915, 1444, 931)
kurs-cell-value: +340 (1531, 546, 1566, 561)
kurs-cell-value: 347 (1419, 891, 1444, 906)
kurs-cell-value: 779 (1486, 694, 1511, 709)
kurs-cell-value: + 2.85 (1522, 1153, 1566, 1169)
kurs-table-row (1203, 1137, 1568, 1153)
kurs-cell-value: 2490 (1477, 973, 1511, 988)
kurs-cell-value: 3880 (1410, 776, 1444, 791)
kurs-table-row (1203, 776, 1568, 792)
kurs-table-row (1203, 808, 1568, 825)
kurs-cell-value: 770 (1419, 825, 1444, 841)
